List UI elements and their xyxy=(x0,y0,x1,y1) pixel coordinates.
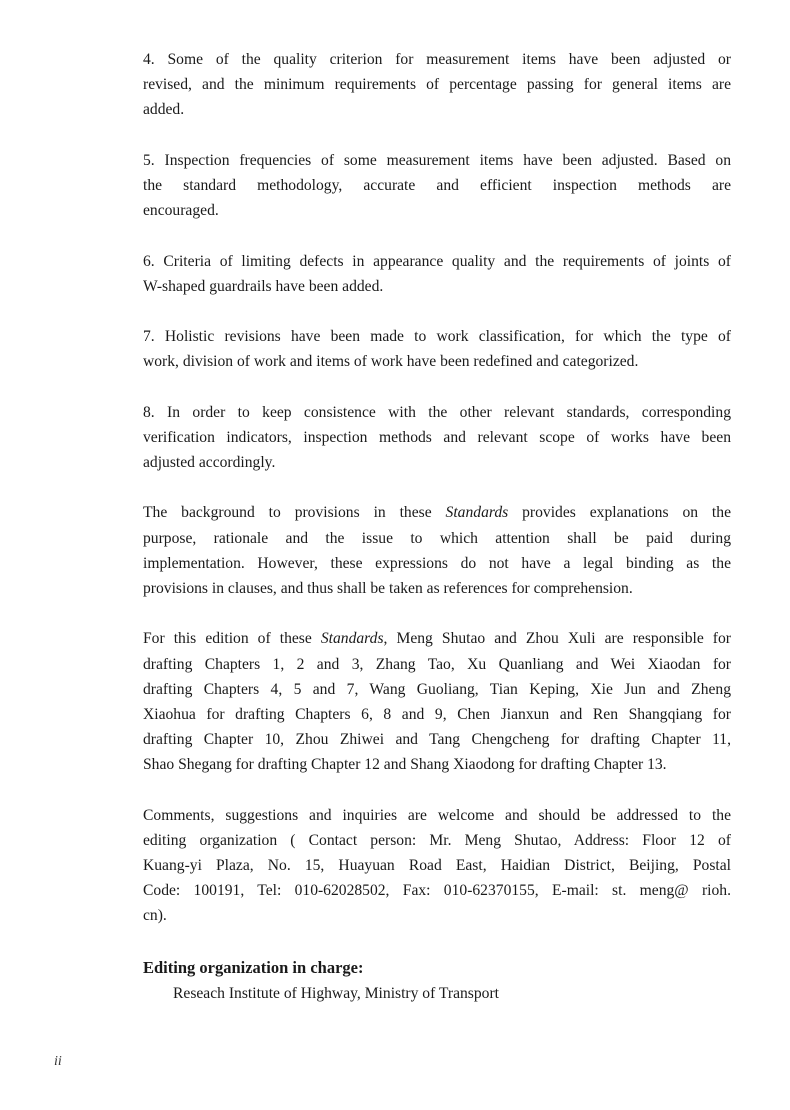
italic-term: Standards xyxy=(320,630,384,648)
text-segment: , Meng Shutao and Zhou Xuli are responsible for xyxy=(383,630,731,648)
paragraph xyxy=(143,148,731,224)
paragraph xyxy=(143,803,731,929)
text-line: provisions in clauses, and thus shall be taken as references for comprehension. xyxy=(143,579,633,597)
text-line: work, division of work and items of work have been redefined and categorized. xyxy=(143,353,639,371)
text-segment: The background to provisions in these xyxy=(143,504,446,522)
editing-org-name: Reseach Institute of Highway, Ministry of Transport xyxy=(173,984,499,1002)
document-body xyxy=(143,47,731,1006)
text-line: adjusted accordingly. xyxy=(143,454,276,471)
text-line: Comments, suggestions and inquiries are welcome and should be addressed to the xyxy=(143,806,731,824)
text-line: Xiaohua for drafting Chapters 6, 8 and 9, Chen Jianxun and Ren Shangqiang for xyxy=(143,705,731,723)
text-line: Shao Shegang for drafting Chapter 12 and Shang Xiaodong for drafting Chapter 13. xyxy=(143,756,667,774)
text-segment: provides explanations on the xyxy=(508,504,731,522)
text-line: 5. Inspection frequencies of some measurement items have been adjusted. Based on xyxy=(143,151,731,169)
paragraph xyxy=(143,324,731,374)
text-line: verification indicators, inspection methods and relevant scope of works have been xyxy=(143,428,731,446)
paragraph xyxy=(143,249,731,299)
text-line xyxy=(143,626,731,651)
text-line: implementation. However, these expressions do not have a legal binding as the xyxy=(143,554,731,572)
italic-term: Standards xyxy=(445,504,509,522)
text-line: Kuang-yi Plaza, No. 15, Huayuan Road East, Haidian District, Beijing, Postal xyxy=(143,857,731,874)
paragraph xyxy=(143,626,731,777)
text-line: Code: 100191, Tel: 010-62028502, Fax: 010-62370155, E-mail: st. meng@ rioh. xyxy=(143,882,731,900)
text-line: 7. Holistic revisions have been made to work classification, for which the type of xyxy=(143,328,731,346)
editing-org-heading: Editing organization in charge: xyxy=(143,957,364,977)
text-line: W-shaped guardrails have been added. xyxy=(143,277,384,295)
text-line: encouraged. xyxy=(143,202,219,220)
text-line: added. xyxy=(143,101,185,119)
text-line xyxy=(143,500,731,525)
text-segment: For this edition of these xyxy=(143,630,321,648)
paragraphs xyxy=(143,47,731,929)
text-line: editing organization ( Contact person: Mr. Meng Shutao, Address: Floor 12 of xyxy=(143,831,731,849)
text-line: cn). xyxy=(143,907,167,925)
paragraph xyxy=(143,500,731,601)
text-line: revised, and the minimum requirements of percentage passing for general items are xyxy=(143,76,731,94)
page-number: ii xyxy=(54,1054,62,1069)
text-line: drafting Chapters 1, 2 and 3, Zhang Tao, Xu Quanliang and Wei Xiaodan for xyxy=(143,655,731,673)
paragraph xyxy=(143,400,731,476)
text-line: 6. Criteria of limiting defects in appearance quality and the requirements of joints of xyxy=(143,252,731,270)
text-line: purpose, rationale and the issue to which attention shall be paid during xyxy=(143,529,731,547)
paragraph xyxy=(143,47,731,123)
text-line: 8. In order to keep consistence with the other relevant standards, corresponding xyxy=(143,403,731,421)
text-line: 4. Some of the quality criterion for measurement items have been adjusted or xyxy=(143,51,731,68)
text-line: drafting Chapter 10, Zhou Zhiwei and Tang Chengcheng for drafting Chapter 11, xyxy=(143,731,731,749)
text-line: drafting Chapters 4, 5 and 7, Wang Guoliang, Tian Keping, Xie Jun and Zheng xyxy=(143,680,731,698)
text-line: the standard methodology, accurate and efficient inspection methods are xyxy=(143,176,731,194)
